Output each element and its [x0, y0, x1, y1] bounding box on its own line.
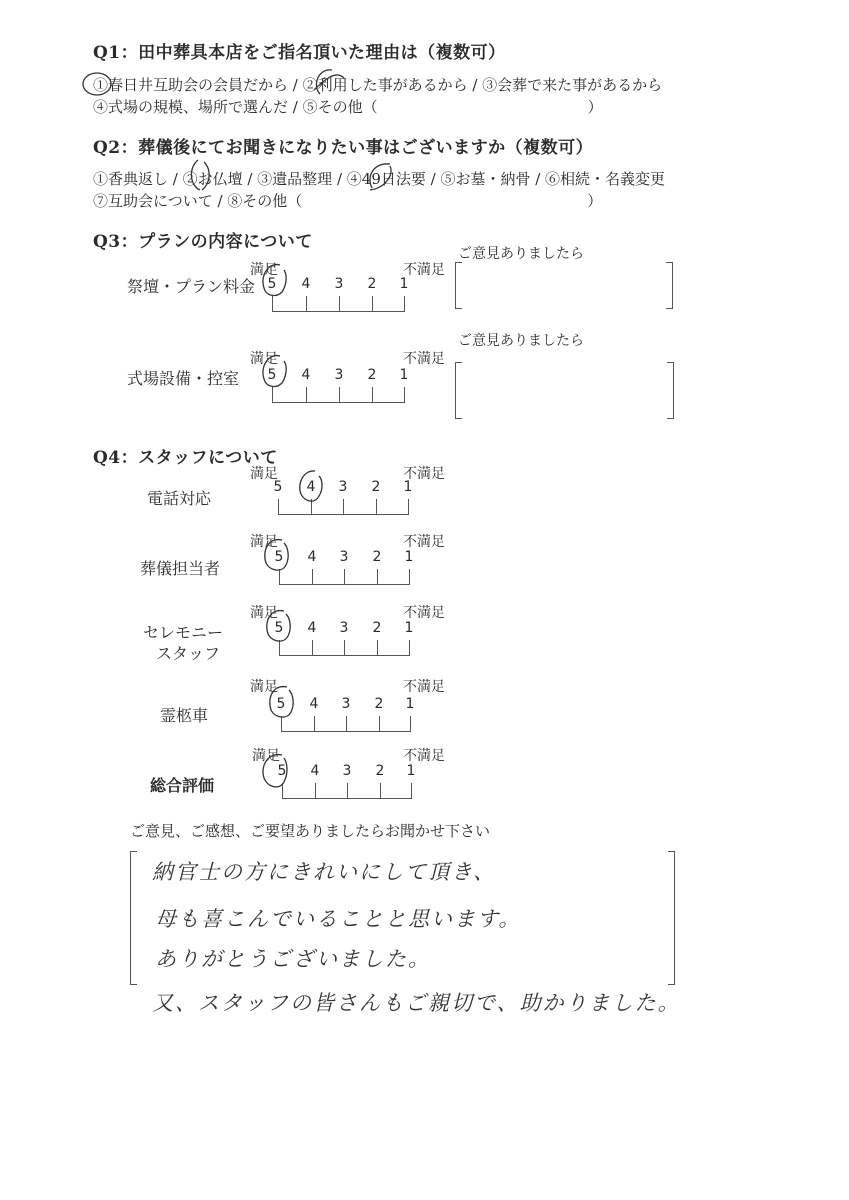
- q3-item-1-tick: [372, 296, 373, 311]
- q4-item-1-score-5[interactable]: 5: [273, 479, 283, 495]
- q4-item-2-score-1[interactable]: 1: [404, 549, 414, 565]
- q3-item-2-unsatisfied-label: 不満足: [403, 351, 445, 367]
- q4-item-2-score-3[interactable]: 3: [339, 549, 349, 565]
- q4-item-1-scale-line: [278, 514, 409, 515]
- q4-item-5-score-4[interactable]: 4: [310, 763, 320, 779]
- q4-item-4-tick: [346, 716, 347, 731]
- q4-item-1-tick: [343, 499, 344, 514]
- q1-choice-2-circle-mark: [300, 66, 350, 100]
- q4-item-3-scale-line: [279, 655, 410, 656]
- q4-item-3-label-line2: スタッフ: [156, 644, 221, 663]
- handwritten-comment-line: ありがとうございました。: [155, 947, 431, 971]
- q3-item-1-score-1[interactable]: 1: [399, 276, 409, 292]
- q3-item-2-tick: [339, 387, 340, 402]
- q4-item-2-tick: [344, 569, 345, 584]
- q4-title: Q4：スタッフについて: [93, 448, 278, 468]
- q4-item-5-score-3[interactable]: 3: [342, 763, 352, 779]
- q4-item-5-tick: [315, 783, 316, 798]
- q2-options-line1: ①香典返し / ②お仏壇 / ③遺品整理 / ④49日法要 / ⑤お墓・納骨 / ⑥相続・名義変更: [93, 170, 666, 188]
- q1-options-line2: ④式場の規模、場所で選んだ / ⑤その他（ ）: [93, 98, 603, 116]
- q2-options-line2: ⑦互助会について / ⑧その他（ ）: [93, 192, 603, 210]
- q4-item-3-unsatisfied-label: 不満足: [403, 605, 445, 621]
- q4-item-2-scale-line: [279, 584, 410, 585]
- q3-item-2-comment-bracket-left: [455, 362, 462, 419]
- q4-item-3-satisfied-label: 満足: [250, 605, 278, 621]
- q4-item-5-score-1[interactable]: 1: [406, 763, 416, 779]
- q4-item-4-circle-mark: [265, 684, 301, 724]
- q4-item-4-score-4[interactable]: 4: [309, 696, 319, 712]
- q4-item-5-score-2[interactable]: 2: [375, 763, 385, 779]
- q3-item-2-scale-line: [272, 402, 405, 403]
- q4-item-3-score-4[interactable]: 4: [307, 620, 317, 636]
- q4-item-2-satisfied-label: 満足: [250, 534, 278, 550]
- q3-title: Q3：プランの内容について: [93, 232, 313, 252]
- q3-item-1-tick: [306, 296, 307, 311]
- q4-item-5-scale-line: [282, 798, 412, 799]
- q4-item-3-tick: [377, 640, 378, 655]
- q4-item-4-tick: [314, 716, 315, 731]
- q4-item-4-tick: [379, 716, 380, 731]
- q4-item-3-score-3[interactable]: 3: [339, 620, 349, 636]
- q3-item-2-label: 式場設備・控室: [127, 369, 240, 388]
- q4-item-2-tick: [409, 569, 410, 584]
- q4-item-1-tick: [408, 499, 409, 514]
- q3-item-2-circle-mark: [258, 353, 292, 393]
- q4-item-1-label: 電話対応: [147, 489, 212, 508]
- q4-item-1-satisfied-label: 満足: [250, 466, 278, 482]
- q3-item-1-circle-mark: [258, 262, 292, 302]
- q3-item-1-scale-line: [272, 311, 405, 312]
- q4-item-3-tick: [312, 640, 313, 655]
- q3-item-1-tick: [339, 296, 340, 311]
- q3-item-1-unsatisfied-label: 不満足: [403, 262, 445, 278]
- q4-item-1-circle-mark: [295, 468, 329, 508]
- q4-item-5-unsatisfied-label: 不満足: [403, 748, 445, 764]
- q4-item-5-tick: [380, 783, 381, 798]
- q4-item-3-score-2[interactable]: 2: [372, 620, 382, 636]
- q3-item-2-comment-bracket-right: [667, 362, 674, 419]
- q4-item-5-tick: [347, 783, 348, 798]
- q2-title: Q2：葬儀後にてお聞きになりたい事はございますか（複数可）: [93, 138, 594, 158]
- q4-item-5-tick: [411, 783, 412, 798]
- q4-item-4-score-2[interactable]: 2: [374, 696, 384, 712]
- q3-item-2-comment-label: ご意見ありましたら: [458, 333, 584, 349]
- q4-item-4-score-5[interactable]: 5: [276, 696, 286, 712]
- q3-item-1-comment-bracket-left: [455, 262, 462, 309]
- q2-choice-4-circle-mark: [360, 160, 400, 196]
- q4-item-1-unsatisfied-label: 不満足: [403, 466, 445, 482]
- q4-item-2-tick: [312, 569, 313, 584]
- q4-item-3-score-5[interactable]: 5: [274, 620, 284, 636]
- q4-item-1-tick: [376, 499, 377, 514]
- q4-item-4-tick: [410, 716, 411, 731]
- comments-bracket-left: [130, 851, 137, 985]
- handwritten-comment-line: 母も喜こんでいることと思います。: [155, 907, 522, 931]
- q3-item-1-satisfied-label: 満足: [250, 262, 278, 278]
- q3-item-1-score-3[interactable]: 3: [334, 276, 344, 292]
- q4-item-4-label: 霊柩車: [160, 706, 209, 725]
- q4-item-4-score-1[interactable]: 1: [405, 696, 415, 712]
- q3-item-2-score-2[interactable]: 2: [367, 367, 377, 383]
- q4-item-5-circle-mark: [258, 752, 296, 794]
- comments-bracket-right: [668, 851, 675, 985]
- q1-options-line1: ①春日井互助会の会員だから / ②利用した事があるから / ③会葬で来た事があるから: [93, 76, 663, 94]
- q3-item-2-tick: [404, 387, 405, 402]
- q4-item-3-tick: [344, 640, 345, 655]
- q4-item-2-label: 葬儀担当者: [140, 559, 221, 578]
- q3-item-1-label: 祭壇・プラン料金: [127, 277, 256, 296]
- q3-item-2-tick: [306, 387, 307, 402]
- q3-item-1-score-2[interactable]: 2: [367, 276, 377, 292]
- q4-item-5-score-5[interactable]: 5: [277, 763, 287, 779]
- q3-item-1-tick: [404, 296, 405, 311]
- q4-item-1-score-4[interactable]: 4: [306, 479, 316, 495]
- q4-item-2-unsatisfied-label: 不満足: [403, 534, 445, 550]
- q4-item-1-score-3[interactable]: 3: [338, 479, 348, 495]
- q3-item-2-score-4[interactable]: 4: [301, 367, 311, 383]
- q4-item-3-tick: [409, 640, 410, 655]
- q4-item-3-score-1[interactable]: 1: [404, 620, 414, 636]
- q4-item-2-score-5[interactable]: 5: [274, 549, 284, 565]
- q3-item-1-score-5[interactable]: 5: [267, 276, 277, 292]
- q3-item-2-score-3[interactable]: 3: [334, 367, 344, 383]
- q4-item-5-satisfied-label: 満足: [252, 748, 280, 764]
- q4-item-4-satisfied-label: 満足: [250, 679, 278, 695]
- q3-item-2-score-5[interactable]: 5: [267, 367, 277, 383]
- q4-item-4-unsatisfied-label: 不満足: [403, 679, 445, 695]
- q3-item-2-tick: [372, 387, 373, 402]
- q4-item-4-scale-line: [281, 731, 411, 732]
- q4-item-4-score-3[interactable]: 3: [341, 696, 351, 712]
- q3-item-1-score-4[interactable]: 4: [301, 276, 311, 292]
- q3-item-2-score-1[interactable]: 1: [399, 367, 409, 383]
- q3-item-2-satisfied-label: 満足: [250, 351, 278, 367]
- handwritten-comment-line: 納官士の方にきれいにして頂き、: [152, 860, 497, 884]
- q4-item-2-score-2[interactable]: 2: [372, 549, 382, 565]
- q4-item-1-tick: [278, 499, 279, 514]
- q1-choice-1-circle-mark: [80, 70, 120, 100]
- q4-item-2-score-4[interactable]: 4: [307, 549, 317, 565]
- q4-item-2-circle-mark: [260, 537, 296, 577]
- q1-title: Q1：田中葬具本店をご指名頂いた理由は（複数可）: [93, 43, 506, 63]
- q4-item-5-label: 総合評価: [150, 776, 215, 795]
- q2-choice-2-circle-mark: [186, 156, 216, 196]
- comments-prompt: ご意見、ご感想、ご要望ありましたらお聞かせ下さい: [130, 822, 491, 840]
- q4-item-1-score-1[interactable]: 1: [403, 479, 413, 495]
- handwritten-comment-line: 又、スタッフの皆さんもご親切で、助かりました。: [152, 991, 681, 1015]
- q4-item-3-label: セレモニー: [143, 623, 224, 642]
- q4-item-3-circle-mark: [262, 608, 298, 648]
- q4-item-1-score-2[interactable]: 2: [371, 479, 381, 495]
- q3-item-1-comment-label: ご意見ありましたら: [458, 246, 584, 262]
- q3-item-1-comment-bracket-right: [666, 262, 673, 309]
- q4-item-2-tick: [377, 569, 378, 584]
